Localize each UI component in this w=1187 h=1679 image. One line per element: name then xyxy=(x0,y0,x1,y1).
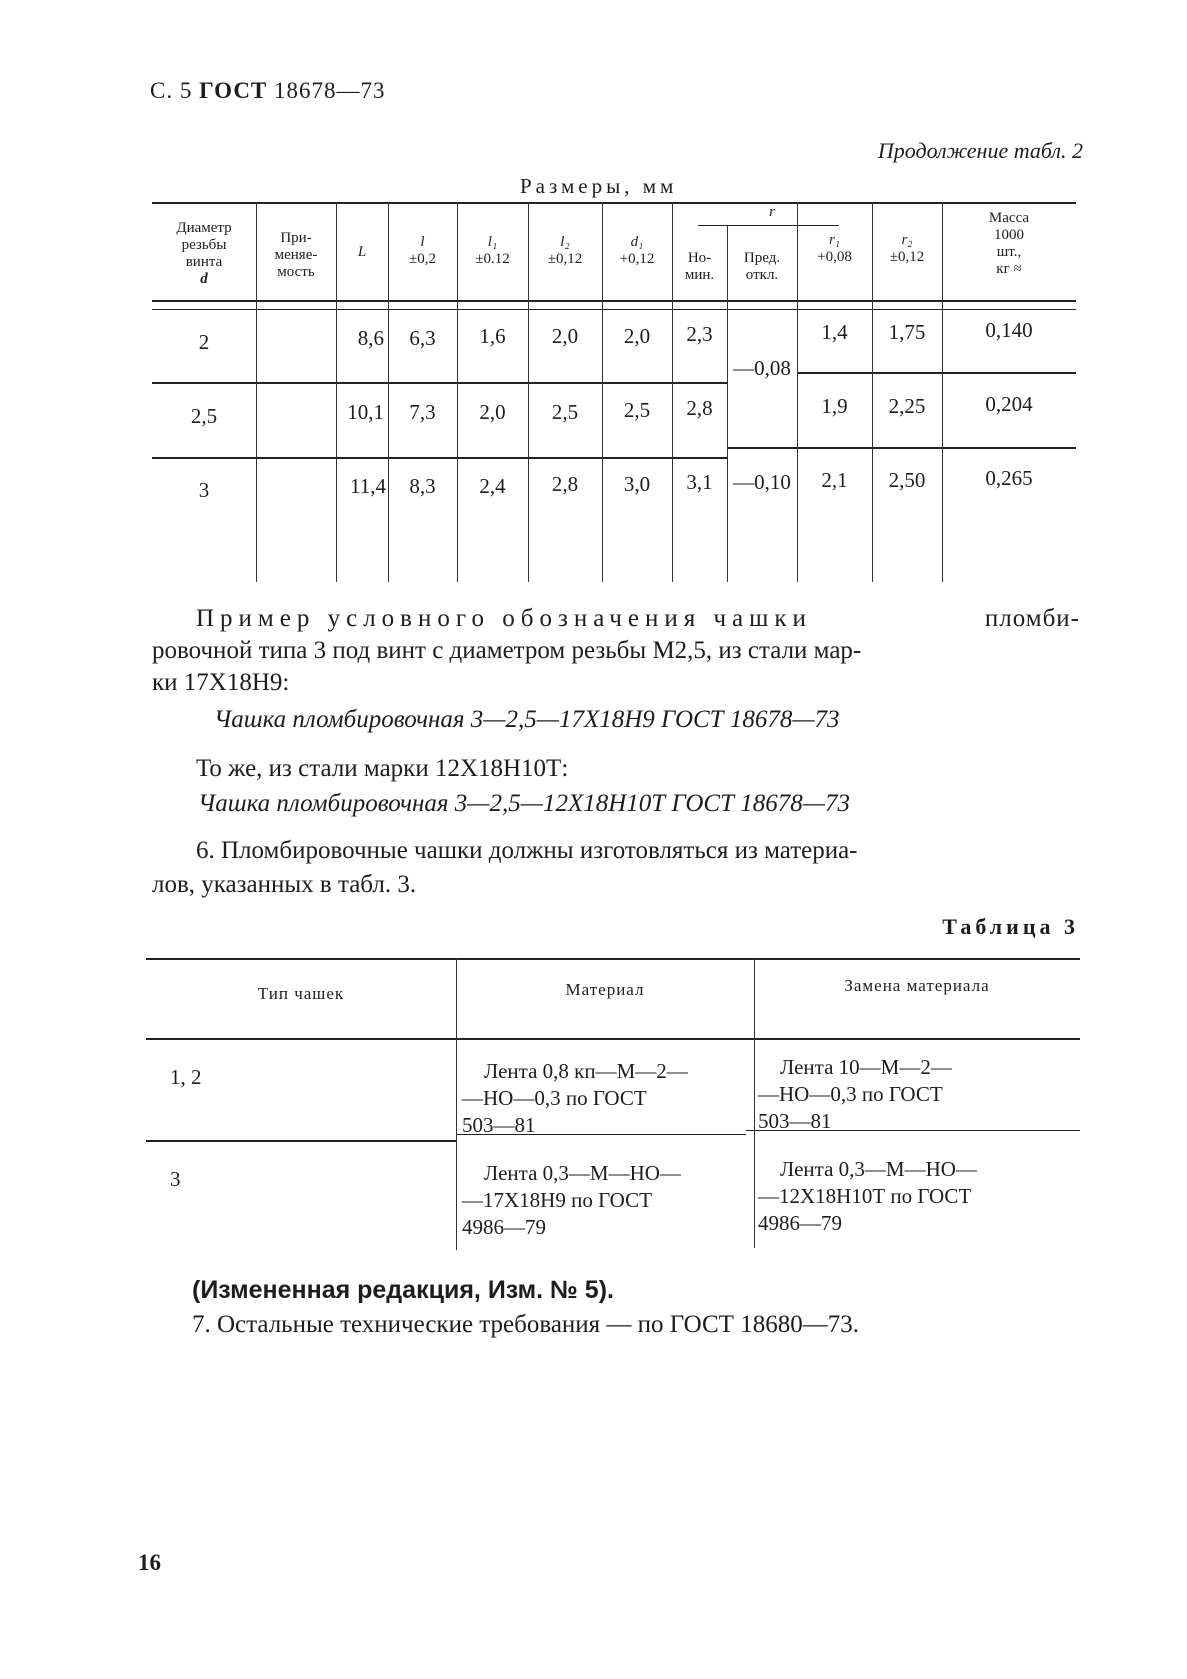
table-cell: 1, 2 xyxy=(170,1065,202,1089)
page-ref: С. 5 xyxy=(150,78,193,103)
table-cell: 2,0 xyxy=(623,324,651,348)
th-mass: Масса 1000 шт., кг ≈ xyxy=(988,210,1030,277)
page-header xyxy=(150,78,386,104)
th-L: L xyxy=(357,244,367,260)
th3-material: Материал xyxy=(565,980,645,999)
table-cell: 3,0 xyxy=(623,472,651,496)
table-cell: 0,265 xyxy=(985,466,1033,490)
item6-line1: 6. Пломбировочные чашки должны изготовляться из материа- xyxy=(196,837,858,864)
example-line1: Пример условного обозначения чашки пломби- xyxy=(196,605,1080,632)
th3-type: Тип чашек xyxy=(257,984,345,1003)
table-cell: 11,4 xyxy=(350,474,386,498)
th-l: l ±0,2 xyxy=(409,234,436,267)
table-cell: 1,9 xyxy=(821,394,848,418)
table-cell: 8,3 xyxy=(409,474,436,498)
table-cell: 0,204 xyxy=(985,392,1033,416)
table-cell: 3 xyxy=(198,478,210,502)
table-cell: 1,4 xyxy=(821,320,848,344)
th3-replacement: Замена материала xyxy=(844,976,990,995)
th-r2: r₂ ±0,12 xyxy=(889,232,925,265)
th-l1: l₁ ±0.12 xyxy=(475,234,510,267)
table-cell: 2,50 xyxy=(888,468,926,492)
table-cell: —0,08 xyxy=(733,356,791,380)
amendment-note: (Измененная редакция, Изм. № 5). xyxy=(192,1276,614,1304)
th-r-nominal: Но- мин. xyxy=(684,250,715,283)
table-cell: 2,3 xyxy=(686,322,713,346)
item7: 7. Остальные технические требования — по ГОСТ 18680—73. xyxy=(192,1311,859,1338)
table-cell: 2,0 xyxy=(479,400,506,424)
table-cell: 2 xyxy=(198,330,210,354)
table-cell: 7,3 xyxy=(409,400,436,424)
table-cell: 8,6 xyxy=(357,326,384,350)
th-d1: d₁ +0,12 xyxy=(619,234,655,267)
table-cell: 2,1 xyxy=(821,468,848,492)
table-cell: —0,10 xyxy=(733,470,791,494)
table-cell: 2,8 xyxy=(551,472,579,496)
table-cell: 0,140 xyxy=(985,318,1033,342)
table3-caption: Таблица 3 xyxy=(942,914,1079,939)
table-cell: 2,5 xyxy=(551,400,579,424)
same-note: То же, из стали марки 12Х18Н10Т: xyxy=(196,755,569,782)
table-cell: 2,0 xyxy=(551,324,579,348)
th-diameter: Диаметр резьбы винта d xyxy=(176,220,232,287)
table-cell: 2,8 xyxy=(686,396,713,420)
th-r1: r₁ +0,08 xyxy=(817,232,852,265)
table-cell: 1,75 xyxy=(888,320,926,344)
item6-line2: лов, указанных в табл. 3. xyxy=(152,871,417,898)
th-r: r xyxy=(769,204,775,220)
table-cell: Лента 0,3—М—НО— —12Х18Н10Т по ГОСТ 4986—79 xyxy=(758,1157,977,1235)
example-line2: ровочной типа 3 под винт с диаметром резьбы М2,5, из стали мар- xyxy=(152,637,862,664)
continuation-label: Продолжение табл. 2 xyxy=(877,138,1083,163)
table-cell: 2,5 xyxy=(623,398,651,422)
table2 xyxy=(152,202,1076,582)
table-cell: Лента 0,8 кп—М—2— —НО—0,3 по ГОСТ 503—81 xyxy=(462,1059,688,1137)
table-cell: 2,5 xyxy=(190,404,218,428)
table3 xyxy=(146,958,1080,1258)
th-l2: l₂ ±0,12 xyxy=(547,234,583,267)
example-line3: ки 17Х18Н9: xyxy=(152,669,290,696)
table-cell: 2,25 xyxy=(888,394,926,418)
table2-caption: Размеры, мм xyxy=(520,174,678,198)
th-r-deviation: Пред. откл. xyxy=(743,250,781,283)
designation-example-2: Чашка пломбировочная 3—2,5—12Х18Н10Т ГОСТ 18678—73 xyxy=(198,790,850,817)
table-cell: 3,1 xyxy=(686,470,713,494)
table-cell: 6,3 xyxy=(409,326,436,350)
table-cell: Лента 10—М—2— —НО—0,3 по ГОСТ 503—81 xyxy=(758,1055,952,1133)
th-applicability: При- меняе- мость xyxy=(274,230,318,280)
table-cell: 2,4 xyxy=(479,474,506,498)
table-cell: Лента 0,3—М—НО— —17Х18Н9 по ГОСТ 4986—79 xyxy=(462,1161,681,1239)
page-number: 16 xyxy=(138,1550,161,1575)
doc-number: 18678—73 xyxy=(274,78,386,103)
table-cell: 3 xyxy=(170,1167,181,1191)
table-cell: 10,1 xyxy=(347,400,384,424)
designation-example-1: Чашка пломбировочная 3—2,5—17Х18Н9 ГОСТ 18678—73 xyxy=(214,706,840,733)
doc-code: ГОСТ xyxy=(199,78,268,103)
table-cell: 1,6 xyxy=(479,324,506,348)
